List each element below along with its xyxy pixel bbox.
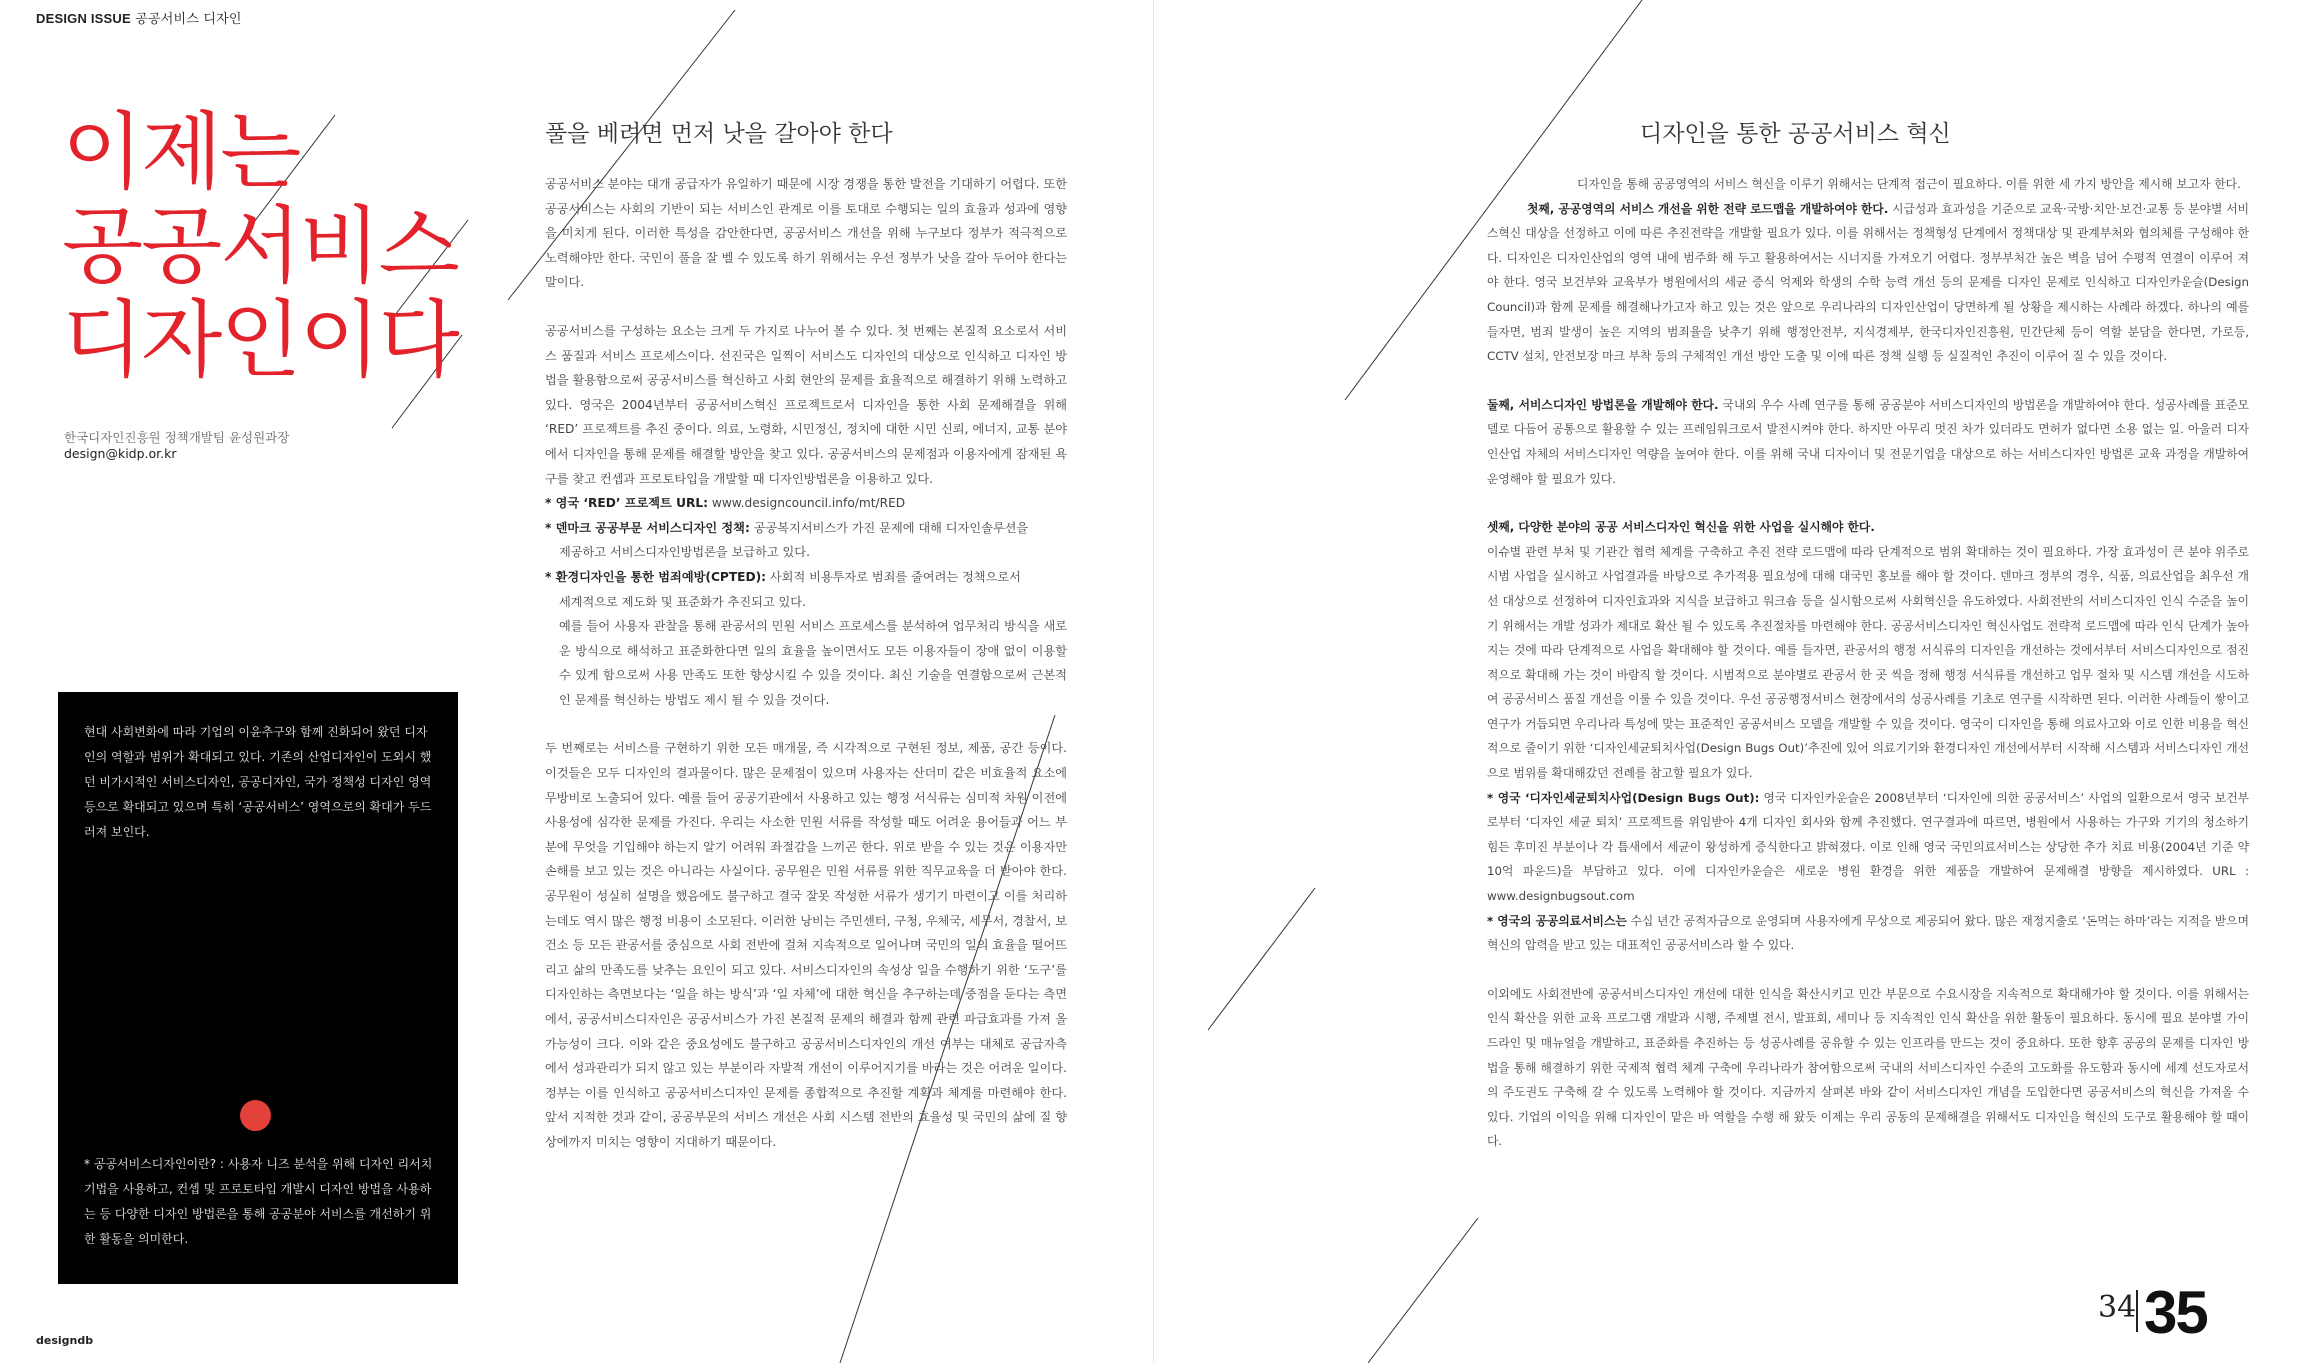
bullet-label: * 영국의 공공의료서비스는 [1487,913,1627,928]
bullet-item [1487,786,2249,909]
bullet-label: * 영국 ‘디자인세균퇴치사업(Design Bugs Out): [1487,790,1760,805]
page-number-left: 34 [2098,1290,2137,1325]
column2-heading: 디자인을 통한 공공서비스 혁신 [1640,121,1951,147]
section-text: 국내외 우수 사례 연구를 통해 공공분야 서비스디자인의 방법론을 개발하여야 한다. 성공사례를 표준모델로 다듬어 공통으로 활용할 수 있는 프레임워크로서 발전시켜야 한다. 하지만 아무리 멋진 차가 있더라도 면허가 없다면 소용 없는 일. 아울러 디자인산업 자체의 서비스디자인 역량을 높여야 한다. 이를 위해 국내 디자이너 및 전문기업을 대상으로 하는 서비스디자인 방법론 교육 과정을 개발하여 운영해야 할 필요가 있다. [1487,397,2249,486]
paragraph [1487,197,2249,369]
column1-body [545,172,1067,1155]
red-dot [240,1100,271,1131]
bullet-item [545,565,1067,590]
bullet-text: 수십 년간 공적자금으로 운영되며 사용자에게 무상으로 제공되어 왔다. 많은 재정지출로 ‘돈먹는 하마’라는 지적을 받으며 혁신의 압력을 받고 있는 대표적인 공공서비스라 할 수 있다. [1487,913,2249,953]
paragraph: 이외에도 사회전반에 공공서비스디자인 개선에 대한 인식을 확산시키고 민간 부문으로 수요시장을 지속적으로 확대해가야 할 것이다. 이를 위해서는 인식 확산을 위한 교육 프로그램 개발과 시행, 주제별 전시, 발표회, 세미나 등 지속적인 인식 확산을 위한 활동이 필요하다. 동시에 필요 분야별 가이드라인 및 매뉴얼을 개발하고, 표준화를 추진하는 등 성공사례를 공유할 수 있는 인프라를 만드는 것이 중요하다. 또한 향후 공공의 문제를 디자인 방법을 통해 해결하기 위한 국제적 협력 체계 구축에 우리나라가 참여함으로써 국내의 서비스디자인 수준의 고도화를 유도함과 동시에 세계 선도자로서의 주도권도 구축해 갈 수 있도록 노력해야 할 것이다. 지금까지 살펴본 바와 같이 서비스디자인 개념을 도입한다면 공공서비스의 혁신을 가져올 수 있다. 기업의 이익을 위해 디자인이 맡은 바 역할을 수행 해 왔듯 이제는 우리 공동의 문제해결을 위해서도 디자인을 혁신의 도구로 활용해야 할 때이다. [1487,986,2249,1149]
column2-body [1487,172,2249,1154]
bullet-label: * 환경디자인을 통한 범죄예방(CPTED): [545,569,767,584]
page-fold [1153,0,1154,1363]
title-line: 공공서비스 [62,197,458,295]
bullet-label: * 영국 ‘RED’ 프로젝트 URL: [545,496,708,511]
header-section: 공공서비스 디자인 [135,12,242,27]
section-header [36,8,242,27]
column1-heading: 풀을 베려면 먼저 낫을 갈아야 한다 [545,121,893,147]
bullet-continuation: 제공하고 서비스디자인방법론을 보급하고 있다. [559,545,810,560]
paragraph: 디자인을 통해 공공영역의 서비스 혁신을 이루기 위해서는 단계적 접근이 필요하다. 이를 위한 세 가지 방안을 제시해 보고자 한다. [1577,177,2241,191]
title-line: 디자인이다 [62,291,458,389]
section-label: 첫째, 공공영역의 서비스 개선을 위한 전략 로드맵을 개발하여야 한다. [1527,201,1889,216]
sidebar-box [58,692,458,1284]
sidebar-text: 현대 사회변화에 따라 기업의 이윤추구와 함께 진화되어 왔던 디자인의 역할과 범위가 확대되고 있다. 기존의 산업디자인이 도외시 했던 비가시적인 서비스디자인, 공공디자인, 국가 정책성 디자인 영역 등으로 확대되고 있으며 특히 ‘공공서비스’ 영역으로의 확대가 두드러져 보인다. [84,725,432,839]
section-text: 시급성과 효과성을 기준으로 교육·국방·치안·보건·교통 등 분야별 서비스혁신 대상을 선정하고 이에 따른 추진전략을 개발할 필요가 있다. 이를 위해서는 정책형성 단계에서 정책대상 및 관계부처와 협의체를 구성해야 한다. 디자인은 디자인산업의 영역 내에 범주화 해 두고 활용하여서는 시너지를 가져오기 어렵다. 정부부처간 높은 벽을 넘어 수평적 연결이 이루어 져야 한다. 영국 보건부와 교육부가 병원에서의 세균 증식 억제와 학생의 수학 능력 개선 등의 문제를 디자인 문제로 인식하고 디자인카운슬(Design Council)과 함께 문제를 해결해나가고자 하고 있는 것은 앞으로 우리나라의 디자인산업이 당면하게 될 상황을 제시하는 사례라 하겠다. 하나의 예를 들자면, 범죄 발생이 높은 지역의 범죄율을 낮추기 위해 행정안전부, 지식경제부, 한국디자인진흥원, 민간단체 등이 역할 분담을 한다면, 가로등, CCTV 설치, 안전보장 마크 부착 등의 구체적인 개선 방안 도출 및 이에 따른 정책 실행 등 실질적인 추진이 이루어 질 수 있을 것이다. [1487,201,2249,364]
title-line: 이제는 [62,103,300,201]
section-label: 둘째, 서비스디자인 방법론을 개발해야 한다. [1487,397,1719,412]
paragraph: 두 번째로는 서비스를 구현하기 위한 모든 매개물, 즉 시각적으로 구현된 정보, 제품, 공간 등이다. 이것들은 모두 디자인의 결과물이다. 많은 문제점이 있으며 사용자는 산더미 같은 비효율적 요소에 무방비로 노출되어 있다. 예를 들어 공공기관에서 사용하고 있는 행정 서식류는 심미적 차원 이전에 사용성에 심각한 문제를 가진다. 우리는 사소한 민원 서류를 작성할 때도 어려운 용어들과 어느 부분에 무엇을 기입해야 하는지 알기 어려워 좌절감을 느끼곤 한다. 위로 받을 수 있는 것은 이용자만 손해를 보고 있는 것은 아니라는 사실이다. 공무원은 민원 서류를 위한 직무교육을 더 받아야 한다. 공무원이 성실히 설명을 했음에도 불구하고 결국 잘못 작성한 서류가 생기기 마련이고 이를 처리하는데도 역시 많은 행정 비용이 소모된다. 이러한 낭비는 주민센터, 구청, 우체국, 세무서, 경찰서, 보건소 등 모든 관공서를 중심으로 사회 전반에 걸쳐 지속적으로 일어나며 국민의 일의 효율을 떨어뜨리고 삶의 만족도를 낮추는 요인이 되고 있다. 서비스디자인의 속성상 일을 수행하기 위한 ‘도구’를 디자인하는 측면보다는 ‘일을 하는 방식’과 ‘일 자체’에 대한 혁신을 추구하는데 중점을 둔다는 측면에서, 공공서비스디자인은 공공서비스가 가진 본질적 문제의 해결과 함께 관련 파급효과를 가져 올 가능성이 크다. 이와 같은 중요성에도 불구하고 공공서비스디자인의 개선 여부는 대체로 공급자측에서 성과관리가 되지 않고 있는 부분이라 자발적 개선이 이루어지기를 바라는 것은 어려운 일이다. 정부는 이를 인식하고 공공서비스디자인 문제를 종합적으로 추진할 계획과 체계를 마련해야 한다. 앞서 지적한 것과 같이, 공공부문의 서비스 개선은 사회 시스템 전반의 효율성 및 국민의 삶에 질 향상에까지 미치는 영향이 지대하기 때문이다. [545,741,1067,1149]
article-title [62,105,462,387]
bullet-text: 사회적 비용투자로 범죄를 줄여려는 정책으로서 [766,569,1021,584]
bullet-item [545,516,1067,541]
author-email: design@kidp.or.kr [64,446,177,461]
bullet-text: 공공복지서비스가 가진 문제에 대해 디자인솔루션을 [749,520,1029,535]
paragraph [1487,393,2249,491]
paragraph: 공공서비스를 구성하는 요소는 크게 두 가지로 나누어 볼 수 있다. 첫 번째는 본질적 요소로서 서비스 품질과 서비스 프로세스이다. 선진국은 일찍이 서비스도 디자인의 대상으로 인식하고 디자인 방법을 활용함으로써 공공서비스를 혁신하고 사회 현안의 문제를 효율적으로 해결하기 위해 노력하고 있다. 영국은 2004년부터 공공서비스혁신 프로젝트로서 디자인을 통한 사회 문제해결을 위해 ‘RED’ 프로젝트를 추진 중이다. 의료, 노령화, 시민정신, 정치에 대한 시민 신뢰, 에너지, 교통 분야에서 디자인을 통해 문제를 해결할 방안을 찾고 있다. 공공서비스의 문제점과 이용자에게 잠재된 욕구를 찾고 컨셉과 프로토타입을 개발할 때 디자인방법론을 이용하고 있다. [545,323,1067,486]
section-label-text: 셋째, 다양한 분야의 공공 서비스디자인 혁신을 위한 사업을 실시해야 한다. [1487,520,1875,535]
bullet-text: 영국 디자인카운슬은 2008년부터 ‘디자인에 의한 공공서비스’ 사업의 일환으로서 영국 보건부로부터 ‘디자인 세균 퇴치’ 프로젝트를 위임받아 4개 디자인 회사와 함께 추진했다. 연구결과에 따르면, 병원에서 사용하는 가구와 기기의 청소하기 힘든 후미진 부분이나 각 틈새에서 세균이 왕성하게 증식한다고 밝혀졌다. 이로 인해 영국 국민의료서비스는 상당한 추가 치료 비용(2004년 기준 약 10억 파운드)을 부담하고 있다. 이에 디자인카운슬은 새로운 병원 환경을 위한 제품을 개발하여 문제해결 방향을 제시하였다. URL : www.designbugsout.com [1487,790,2249,904]
page-number-right: 35 [2144,1279,2207,1346]
paragraph: 공공서비스 분야는 대개 공급자가 유일하기 때문에 시장 경쟁을 통한 발전을 기대하기 어렵다. 또한 공공서비스는 사회의 기반이 되는 서비스인 관계로 이를 토대로 수행되는 일의 효율과 성과에 영향을 미치게 된다. 이러한 특성을 감안한다면, 공공서비스 개선을 위해 누구보다 정부가 적극적으로 노력해야만 한다. 국민이 풀을 잘 벨 수 있도록 하기 위해서는 우선 정부가 낫을 갈아 두어야 한다는 말이다. [545,177,1067,290]
bullet-item [1487,909,2249,958]
section-label [1487,515,2249,540]
brand-footer: designdb [36,1334,94,1347]
author-byline: 한국디자인진흥원 정책개발팀 윤성원과장 [64,430,290,445]
bullet-text: www.designcouncil.info/mt/RED [708,496,906,511]
sidebar-note: * 공공서비스디자인이란? : 사용자 니즈 분석을 위해 디자인 리서치 기법을 사용하고, 컨셉 및 프로토타입 개발시 디자인 방법을 사용하는 등 다양한 디자인 방법론을 통해 공공분야 서비스를 개선하기 위한 활동을 의미한다. [84,1157,433,1246]
paragraph: 이슈별 관련 부처 및 기관간 협력 체계를 구축하고 추진 전략 로드맵에 따라 단계적으로 범위 확대하는 것이 필요하다. 가장 효과성이 큰 분야 위주로 시범 사업을 실시하고 사업결과를 바탕으로 추가적용 필요성에 대해 대국민 홍보를 해야 할 것이다. 덴마크 정부의 경우, 식품, 의료산업을 최우선 개선 대상으로 선정하여 디자인효과와 지식을 보급하고 워크숍 등을 실시함으로써 사회혁신을 유도하였다. 사회전반의 서비스디자인 인식 수준을 높이기 위해서는 개발 성과가 제대로 확산 될 수 있도록 추진절차를 마련해야 한다. 공공서비스디자인 혁신사업도 전략적 로드맵에 따라 인식 단계가 높아지는 것에 따라 단계적으로 사업을 확대해야 할 것이다. 예를 들자면, 관공서의 행정 서식류의 디자인을 개선하는 것에서부터 서비스디자인으로 점진적으로 확대해 가는 것이 바람직 할 것이다. 시범적으로 분야별로 관공서 한 곳 씩을 정해 행정 서식류를 개선하고 업무 절차 및 시스템 개선을 시도하여 공공서비스 품질 개선을 이룰 수 있을 것이다. 우선 공공행정서비스 현장에서의 성공사례를 기초로 연구를 시작하면 된다. 이러한 사례들이 쌓이고 연구가 거듭되면 우리나라 특성에 맞는 표준적인 공공서비스 모델을 개발할 수 있을 것이다. 영국이 디자인을 통해 의료사고와 이로 인한 비용을 혁신적으로 줄이기 위한 ‘디자인세균퇴치사업(Design Bugs Out)’추진에 있어 의료기기와 환경디자인 개선에서부터 시작해 시스템과 서비스디자인 개선으로 범위를 확대해갔던 전례를 참고할 필요가 있다. [1487,544,2249,781]
paragraph: 예를 들어 사용자 관찰을 통해 관공서의 민원 서비스 프로세스를 분석하여 업무처리 방식을 새로운 방식으로 해석하고 표준화한다면 일의 효율을 높이면서도 모든 이용자들이 장애 없이 이용할 수 있게 함으로써 사용 만족도 또한 향상시킬 수 있을 것이다. 최신 기술을 연결함으로써 근본적인 문제를 혁신하는 방법도 제시 될 수 있을 것이다. [559,619,1067,707]
bullet-continuation: 세계적으로 제도화 및 표준화가 추진되고 있다. [559,594,806,609]
bullet-item [545,491,1067,516]
header-label: DESIGN ISSUE [36,11,131,26]
page-number-divider [2136,1290,2138,1332]
bullet-label: * 덴마크 공공부문 서비스디자인 정책: [545,520,750,535]
